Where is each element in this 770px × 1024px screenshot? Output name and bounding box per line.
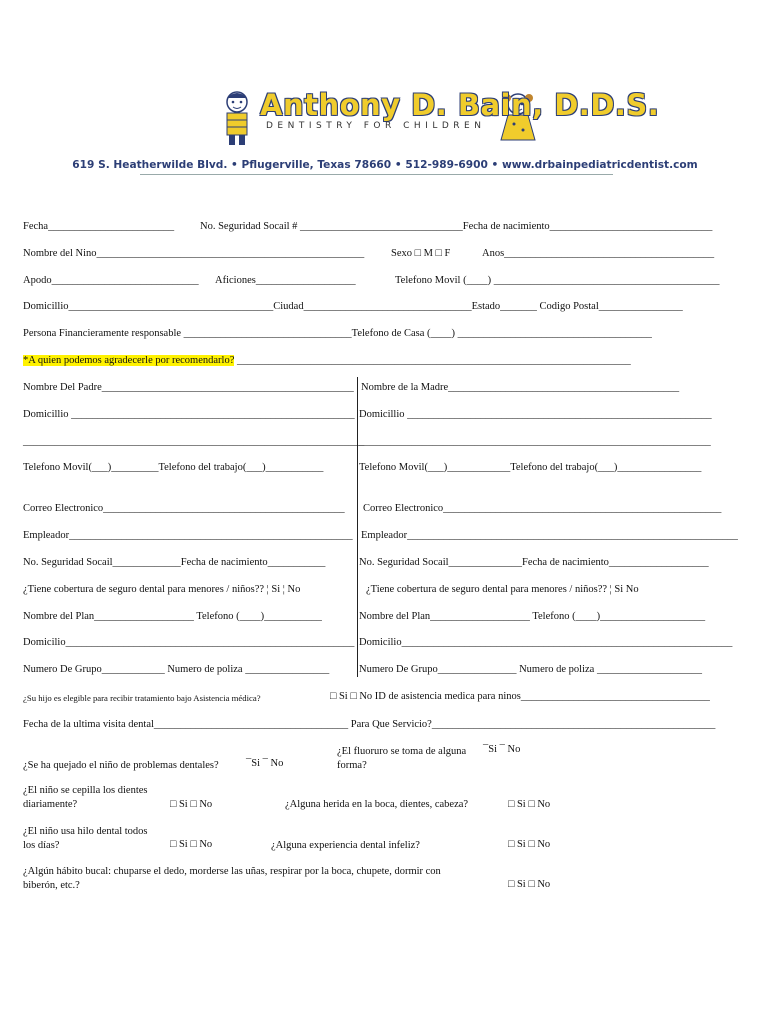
child-name-field[interactable]: Nombre del Nino___________________________________________________ [23,248,365,259]
mother-address-line2[interactable]: ___________________________________________________________________ [359,436,711,447]
brushing-options[interactable]: □ Si □ No [170,799,213,810]
referral-row[interactable] [23,355,631,366]
father-insurer-address-field[interactable]: Domicilio_______________________________________________________ [23,637,355,648]
practice-name: Anthony D. Bain, D.D.S. [260,88,660,122]
sex-checkboxes[interactable]: Sexo □ M □ F [391,248,451,259]
mobile-phone-field[interactable]: Telefono Movil (____) ___________________________________________ [395,275,720,286]
mother-employer-field[interactable]: Empleador_______________________________________________________________ [361,530,738,541]
nickname-field[interactable]: Apodo____________________________ [23,275,199,286]
practice-tagline: DENTISTRY FOR CHILDREN [266,121,486,131]
mother-insurer-address-field[interactable]: Domicilio_______________________________________________________________ [359,637,733,648]
medicaid-options[interactable]: □ Si □ No ID de asistencia medica para ninos____________________________________ [330,691,710,702]
father-employer-field[interactable]: Empleador______________________________________________________ [23,530,353,541]
address-divider [140,174,613,175]
bad-experience-question: ¿Alguna experiencia dental infeliz? [271,840,420,851]
fluoride-options[interactable]: ¯Si ¯ No [483,744,521,755]
mother-ssn-field[interactable]: No. Seguridad Socail______________Fecha de nacimiento___________________ [359,557,709,568]
medicaid-question: ¿Su hijo es elegible para recibir tratamiento bajo Asistencia médica? [23,693,261,703]
column-divider [357,377,358,677]
mother-insurance-question[interactable]: ¿Tiene cobertura de seguro dental para menores / niños?? ¦ Si No [366,584,639,595]
flossing-options[interactable]: □ Si □ No [170,839,213,850]
brushing-question: ¿El niño se cepilla los dientes [23,785,148,796]
ssn-birthdate-field[interactable]: No. Seguridad Socail # _______________________________Fecha de nacimiento_______________________________ [200,221,713,232]
father-phones-field[interactable]: Telefono Movil(___)_________Telefono del trabajo(___)___________ [23,462,324,473]
referral-question: *A quien podemos agradecerle por recomendarlo? [23,355,235,366]
hobbies-field[interactable]: Aficiones___________________ [215,275,356,286]
father-insurance-question[interactable]: ¿Tiene cobertura de seguro dental para menores / niños?? ¦ Si ¦ No [23,584,301,595]
address-row[interactable]: Domicillio_______________________________________Ciudad________________________________Estado_______ Codigo Postal________________ [23,301,683,312]
responsible-person-row[interactable]: Persona Financieramente responsable ________________________________Telefono de Casa (____) _____________________________________ [23,328,652,339]
oral-habit-question: ¿Algún hábito bucal: chuparse el dedo, morderse las uñas, respirar por la boca, chupete, dormir con [23,866,441,877]
flossing-question-line2: los días? [23,840,60,851]
mother-plan-field[interactable]: Nombre del Plan___________________ Telefono (____)____________________ [359,611,706,622]
bad-experience-options[interactable]: □ Si □ No [508,839,551,850]
oral-habit-options[interactable]: □ Si □ No [508,879,551,890]
last-visit-field[interactable]: Fecha de la ultima visita dental_____________________________________ Para Que Servicio?______________________________________________________ [23,719,716,730]
father-name-field[interactable]: Nombre Del Padre________________________________________________ [23,382,354,393]
mother-group-policy-field[interactable]: Numero De Grupo_______________ Numero de poliza ____________________ [359,664,702,675]
practice-address: 619 S. Heatherwilde Blvd. • Pflugerville, Texas 78660 • 512-989-6900 • www.drbainpediatricdentist.com [72,159,698,171]
injury-question: ¿Alguna herida en la boca, dientes, cabeza? [285,799,469,810]
mother-phones-field[interactable]: Telefono Movil(___)____________Telefono del trabajo(___)________________ [359,462,702,473]
boy-character-icon [227,92,247,145]
father-plan-field[interactable]: Nombre del Plan___________________ Telefono (____)___________ [23,611,322,622]
father-ssn-field[interactable]: No. Seguridad Socail_____________Fecha de nacimiento___________ [23,557,326,568]
fecha-field[interactable]: Fecha________________________ [23,221,175,232]
brushing-question-line2: diariamente? [23,799,78,810]
mother-name-field[interactable]: Nombre de la Madre____________________________________________ [361,382,680,393]
oral-habit-question-line2: biberón, etc.? [23,880,80,891]
father-address-line2[interactable]: _________________________________________________________________ [23,436,365,447]
dental-problems-options[interactable]: ¯Si ¯ No [246,758,284,769]
father-address-field[interactable]: Domicillio ______________________________________________________ [23,409,355,420]
dental-problems-question: ¿Se ha quejado el niño de problemas dentales? [23,760,219,771]
age-field[interactable]: Anos________________________________________ [482,248,715,259]
injury-options[interactable]: □ Si □ No [508,799,551,810]
father-group-policy-field[interactable]: Numero De Grupo____________ Numero de poliza ________________ [23,664,330,675]
fluoride-question: ¿El fluoruro se toma de alguna [337,746,467,757]
referral-line: ___________________________________________________________________________ [234,355,631,366]
flossing-question: ¿El niño usa hilo dental todos [23,826,148,837]
fluoride-question-line2: forma? [337,760,367,771]
mother-email-field[interactable]: Correo Electronico_____________________________________________________ [363,503,722,514]
mother-address-field[interactable]: Domicillio __________________________________________________________ [359,409,712,420]
father-email-field[interactable]: Correo Electronico______________________________________________ [23,503,345,514]
